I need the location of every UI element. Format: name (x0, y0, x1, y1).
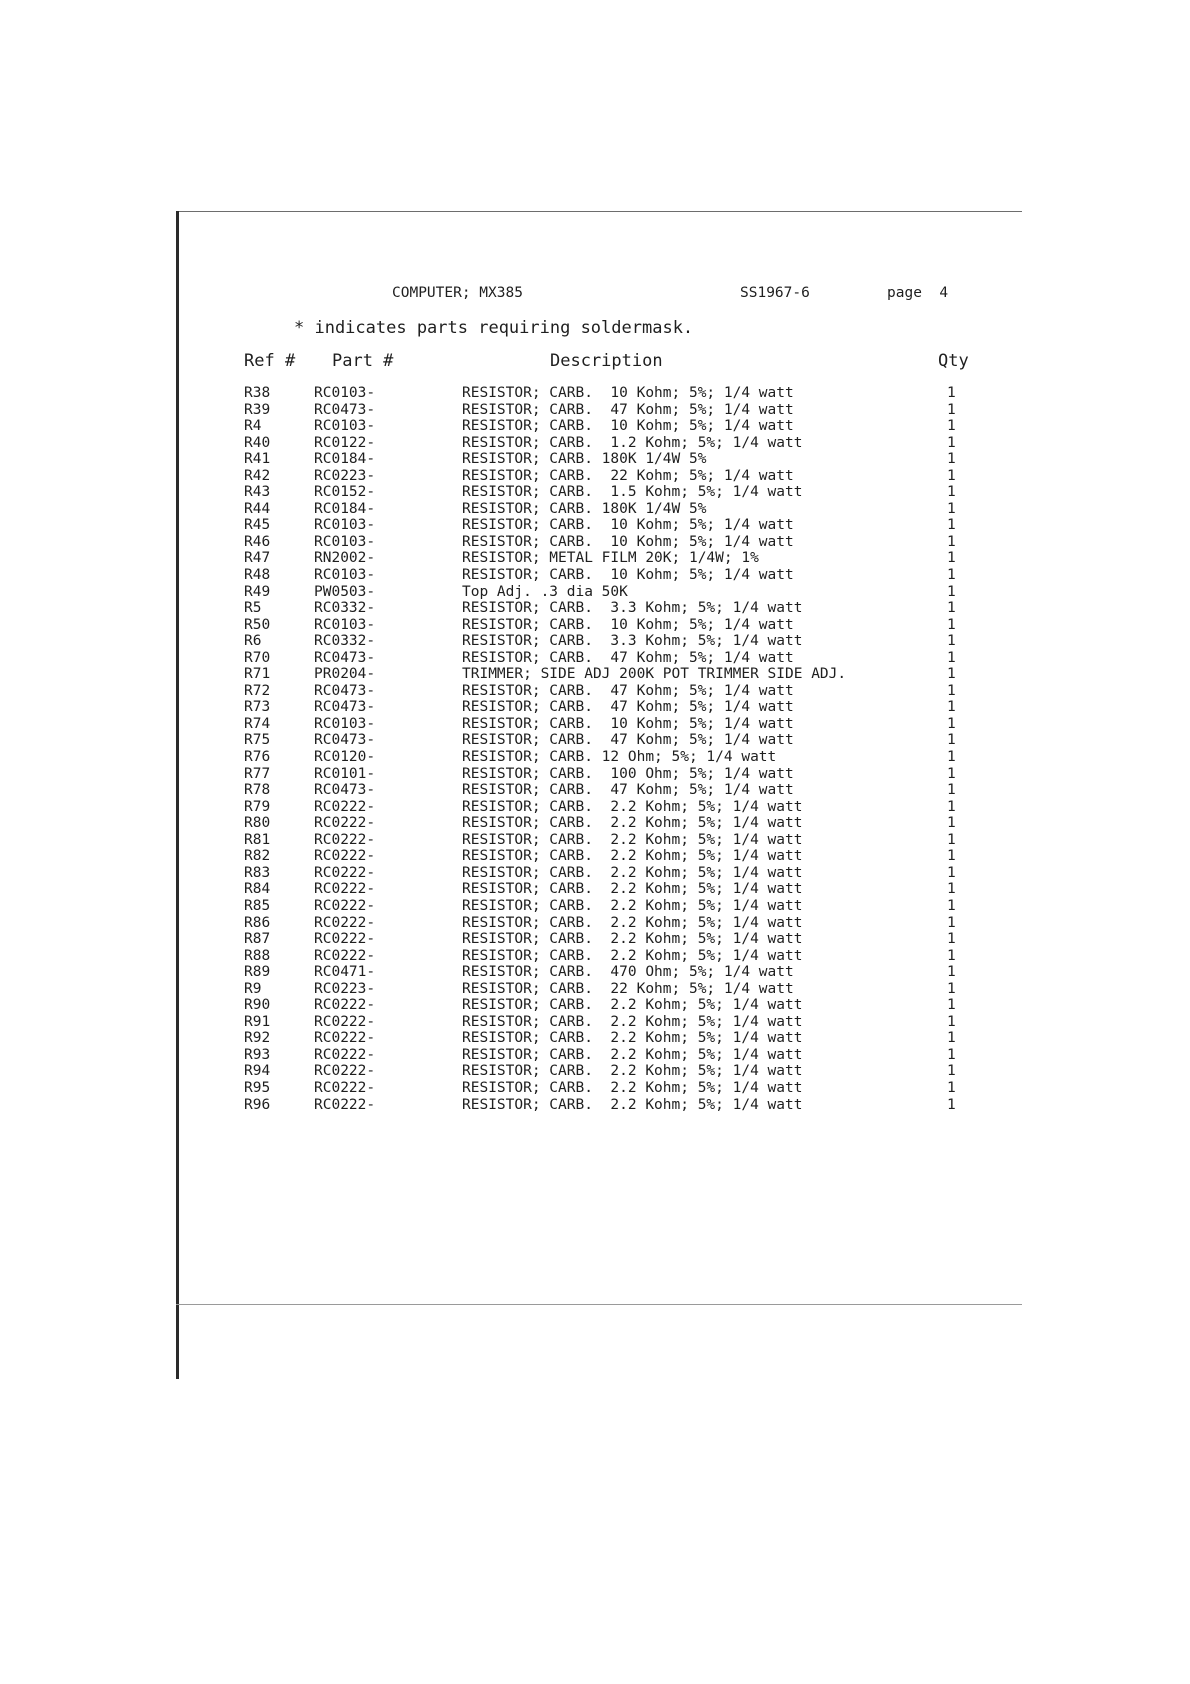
table-row (0, 732, 1190, 749)
cell-description: RESISTOR; CARB. 2.2 Kohm; 5%; 1/4 watt (462, 997, 803, 1014)
table-row (0, 650, 1190, 667)
cell-qty: 1 (947, 914, 956, 931)
column-header-part: Part # (332, 351, 394, 371)
cell-description: RESISTOR; CARB. 2.2 Kohm; 5%; 1/4 watt (462, 931, 803, 948)
table-row (0, 584, 1190, 601)
cell-description: RESISTOR; CARB. 2.2 Kohm; 5%; 1/4 watt (462, 1079, 803, 1096)
cell-description: RESISTOR; CARB. 100 Ohm; 5%; 1/4 watt (462, 765, 794, 782)
cell-ref: R4 (244, 418, 262, 435)
cell-ref: R86 (244, 914, 271, 931)
cell-part: RC0471- (314, 964, 376, 981)
table-row (0, 766, 1190, 783)
table-row (0, 997, 1190, 1014)
cell-part: RC0223- (314, 980, 376, 997)
cell-part: RC0222- (314, 864, 376, 881)
cell-qty: 1 (947, 583, 956, 600)
cell-qty: 1 (947, 682, 956, 699)
cell-description: RESISTOR; CARB. 2.2 Kohm; 5%; 1/4 watt (462, 864, 803, 881)
cell-description: RESISTOR; CARB. 47 Kohm; 5%; 1/4 watt (462, 782, 794, 799)
cell-part: RC0222- (314, 1079, 376, 1096)
cell-ref: R38 (244, 385, 271, 401)
cell-description: RESISTOR; CARB. 2.2 Kohm; 5%; 1/4 watt (462, 881, 803, 898)
cell-ref: R89 (244, 964, 271, 981)
cell-description: RESISTOR; CARB. 47 Kohm; 5%; 1/4 watt (462, 649, 794, 666)
cell-qty: 1 (947, 633, 956, 650)
table-row (0, 501, 1190, 518)
cell-description: RESISTOR; CARB. 2.2 Kohm; 5%; 1/4 watt (462, 947, 803, 964)
cell-ref: R85 (244, 897, 271, 914)
cell-qty: 1 (947, 699, 956, 716)
cell-ref: R50 (244, 616, 271, 633)
cell-qty: 1 (947, 467, 956, 484)
cell-part: RC0222- (314, 798, 376, 815)
cell-qty: 1 (947, 881, 956, 898)
table-row (0, 1030, 1190, 1047)
cell-qty: 1 (947, 385, 956, 401)
cell-part: RC0103- (314, 616, 376, 633)
table-row (0, 1063, 1190, 1080)
cell-ref: R91 (244, 1013, 271, 1030)
soldermask-note: * indicates parts requiring soldermask. (294, 318, 694, 338)
table-row (0, 716, 1190, 733)
cell-description: RESISTOR; CARB. 10 Kohm; 5%; 1/4 watt (462, 418, 794, 435)
cell-qty: 1 (947, 1013, 956, 1030)
cell-part: PR0204- (314, 666, 376, 683)
cell-description: RESISTOR; CARB. 180K 1/4W 5% (462, 451, 707, 468)
table-row (0, 402, 1190, 419)
cell-qty: 1 (947, 782, 956, 799)
cell-ref: R80 (244, 815, 271, 832)
table-row (0, 898, 1190, 915)
cell-part: RC0222- (314, 1063, 376, 1080)
cell-description: RESISTOR; CARB. 180K 1/4W 5% (462, 500, 707, 517)
cell-description: RESISTOR; CARB. 10 Kohm; 5%; 1/4 watt (462, 533, 794, 550)
cell-description: RESISTOR; CARB. 2.2 Kohm; 5%; 1/4 watt (462, 848, 803, 865)
cell-ref: R72 (244, 682, 271, 699)
cell-description: RESISTOR; CARB. 47 Kohm; 5%; 1/4 watt (462, 732, 794, 749)
table-row (0, 567, 1190, 584)
cell-part: RC0222- (314, 881, 376, 898)
cell-description: RESISTOR; METAL FILM 20K; 1/4W; 1% (462, 550, 759, 567)
table-row (0, 468, 1190, 485)
parts-table (0, 385, 1190, 1113)
cell-qty: 1 (947, 1079, 956, 1096)
cell-ref: R88 (244, 947, 271, 964)
cell-ref: R5 (244, 600, 262, 617)
cell-qty: 1 (947, 831, 956, 848)
cell-qty: 1 (947, 997, 956, 1014)
cell-ref: R82 (244, 848, 271, 865)
table-row (0, 517, 1190, 534)
cell-part: RC0223- (314, 467, 376, 484)
cell-part: RC0222- (314, 815, 376, 832)
cell-qty: 1 (947, 1030, 956, 1047)
cell-qty: 1 (947, 484, 956, 501)
cell-qty: 1 (947, 1046, 956, 1063)
cell-part: RC0103- (314, 517, 376, 534)
cell-qty: 1 (947, 567, 956, 584)
cell-part: RC0473- (314, 682, 376, 699)
cell-ref: R49 (244, 583, 271, 600)
cell-part: RC0120- (314, 749, 376, 766)
table-row (0, 534, 1190, 551)
cell-qty: 1 (947, 600, 956, 617)
table-row (0, 865, 1190, 882)
cell-ref: R87 (244, 931, 271, 948)
cell-ref: R90 (244, 997, 271, 1014)
table-row (0, 964, 1190, 981)
table-row (0, 683, 1190, 700)
table-row (0, 815, 1190, 832)
table-row (0, 931, 1190, 948)
cell-ref: R47 (244, 550, 271, 567)
cell-qty: 1 (947, 848, 956, 865)
cell-ref: R84 (244, 881, 271, 898)
cell-ref: R42 (244, 467, 271, 484)
cell-qty: 1 (947, 980, 956, 997)
cell-ref: R70 (244, 649, 271, 666)
table-row (0, 1014, 1190, 1031)
cell-qty: 1 (947, 715, 956, 732)
table-row (0, 633, 1190, 650)
table-row (0, 699, 1190, 716)
cell-ref: R79 (244, 798, 271, 815)
cell-description: RESISTOR; CARB. 22 Kohm; 5%; 1/4 watt (462, 980, 794, 997)
cell-ref: R41 (244, 451, 271, 468)
cell-part: RC0222- (314, 914, 376, 931)
table-row (0, 666, 1190, 683)
table-row (0, 848, 1190, 865)
page-frame-bottom-line (176, 1304, 1022, 1305)
cell-part: RC0222- (314, 1013, 376, 1030)
cell-ref: R39 (244, 401, 271, 418)
cell-qty: 1 (947, 517, 956, 534)
table-row (0, 484, 1190, 501)
table-row (0, 749, 1190, 766)
cell-description: RESISTOR; CARB. 1.5 Kohm; 5%; 1/4 watt (462, 484, 803, 501)
cell-description: RESISTOR; CARB. 22 Kohm; 5%; 1/4 watt (462, 467, 794, 484)
table-row (0, 451, 1190, 468)
cell-ref: R96 (244, 1096, 271, 1113)
cell-qty: 1 (947, 616, 956, 633)
cell-part: RC0473- (314, 782, 376, 799)
cell-part: RC0332- (314, 600, 376, 617)
table-row (0, 1097, 1190, 1114)
cell-qty: 1 (947, 1096, 956, 1113)
cell-qty: 1 (947, 798, 956, 815)
cell-part: RC0222- (314, 931, 376, 948)
cell-part: RC0103- (314, 567, 376, 584)
cell-description: RESISTOR; CARB. 10 Kohm; 5%; 1/4 watt (462, 567, 794, 584)
cell-part: RC0473- (314, 699, 376, 716)
column-header-description: Description (550, 351, 663, 371)
page-frame-top-line (176, 211, 1022, 212)
cell-ref: R48 (244, 567, 271, 584)
cell-qty: 1 (947, 533, 956, 550)
cell-qty: 1 (947, 947, 956, 964)
cell-description: RESISTOR; CARB. 10 Kohm; 5%; 1/4 watt (462, 715, 794, 732)
cell-qty: 1 (947, 732, 956, 749)
cell-part: RC0152- (314, 484, 376, 501)
cell-description: RESISTOR; CARB. 470 Ohm; 5%; 1/4 watt (462, 964, 794, 981)
table-row (0, 881, 1190, 898)
cell-part: RC0222- (314, 947, 376, 964)
cell-description: RESISTOR; CARB. 2.2 Kohm; 5%; 1/4 watt (462, 1063, 803, 1080)
cell-part: RC0122- (314, 434, 376, 451)
cell-qty: 1 (947, 815, 956, 832)
cell-description: RESISTOR; CARB. 2.2 Kohm; 5%; 1/4 watt (462, 831, 803, 848)
cell-ref: R73 (244, 699, 271, 716)
cell-description: RESISTOR; CARB. 2.2 Kohm; 5%; 1/4 watt (462, 914, 803, 931)
cell-description: RESISTOR; CARB. 47 Kohm; 5%; 1/4 watt (462, 699, 794, 716)
cell-description: RESISTOR; CARB. 3.3 Kohm; 5%; 1/4 watt (462, 600, 803, 617)
cell-qty: 1 (947, 864, 956, 881)
cell-part: RC0473- (314, 649, 376, 666)
cell-qty: 1 (947, 1063, 956, 1080)
table-row (0, 435, 1190, 452)
table-row (0, 948, 1190, 965)
table-row (0, 799, 1190, 816)
cell-part: RC0222- (314, 1046, 376, 1063)
cell-ref: R83 (244, 864, 271, 881)
cell-qty: 1 (947, 749, 956, 766)
cell-ref: R43 (244, 484, 271, 501)
column-header-qty: Qty (938, 351, 969, 371)
document-title: COMPUTER; MX385 (392, 285, 523, 301)
cell-ref: R76 (244, 749, 271, 766)
cell-part: RC0222- (314, 831, 376, 848)
cell-part: RC0222- (314, 848, 376, 865)
cell-description: RESISTOR; CARB. 2.2 Kohm; 5%; 1/4 watt (462, 798, 803, 815)
cell-description: RESISTOR; CARB. 47 Kohm; 5%; 1/4 watt (462, 682, 794, 699)
cell-ref: R92 (244, 1030, 271, 1047)
cell-qty: 1 (947, 451, 956, 468)
cell-part: RC0184- (314, 500, 376, 517)
cell-part: RC0332- (314, 633, 376, 650)
cell-qty: 1 (947, 418, 956, 435)
cell-qty: 1 (947, 666, 956, 683)
cell-part: RC0473- (314, 732, 376, 749)
cell-ref: R95 (244, 1079, 271, 1096)
cell-ref: R45 (244, 517, 271, 534)
cell-description: RESISTOR; CARB. 3.3 Kohm; 5%; 1/4 watt (462, 633, 803, 650)
cell-description: RESISTOR; CARB. 2.2 Kohm; 5%; 1/4 watt (462, 1030, 803, 1047)
cell-qty: 1 (947, 434, 956, 451)
cell-ref: R81 (244, 831, 271, 848)
cell-qty: 1 (947, 765, 956, 782)
cell-description: RESISTOR; CARB. 47 Kohm; 5%; 1/4 watt (462, 401, 794, 418)
cell-description: RESISTOR; CARB. 10 Kohm; 5%; 1/4 watt (462, 616, 794, 633)
cell-qty: 1 (947, 649, 956, 666)
cell-ref: R44 (244, 500, 271, 517)
cell-ref: R9 (244, 980, 262, 997)
cell-description: RESISTOR; CARB. 12 Ohm; 5%; 1/4 watt (462, 749, 777, 766)
table-row (0, 1080, 1190, 1097)
cell-qty: 1 (947, 931, 956, 948)
cell-description: RESISTOR; CARB. 2.2 Kohm; 5%; 1/4 watt (462, 1096, 803, 1113)
cell-part: RC0222- (314, 997, 376, 1014)
table-row (0, 915, 1190, 932)
cell-ref: R71 (244, 666, 271, 683)
cell-qty: 1 (947, 500, 956, 517)
cell-description: RESISTOR; CARB. 10 Kohm; 5%; 1/4 watt (462, 385, 794, 401)
cell-part: RC0103- (314, 385, 376, 401)
cell-qty: 1 (947, 550, 956, 567)
cell-part: RC0103- (314, 715, 376, 732)
column-header-ref: Ref # (244, 351, 296, 371)
cell-description: RESISTOR; CARB. 10 Kohm; 5%; 1/4 watt (462, 517, 794, 534)
cell-description: RESISTOR; CARB. 2.2 Kohm; 5%; 1/4 watt (462, 897, 803, 914)
cell-description: RESISTOR; CARB. 2.2 Kohm; 5%; 1/4 watt (462, 815, 803, 832)
cell-ref: R46 (244, 533, 271, 550)
table-row (0, 1047, 1190, 1064)
cell-qty: 1 (947, 401, 956, 418)
table-row (0, 832, 1190, 849)
cell-description: RESISTOR; CARB. 1.2 Kohm; 5%; 1/4 watt (462, 434, 803, 451)
cell-ref: R6 (244, 633, 262, 650)
table-row (0, 550, 1190, 567)
cell-description: Top Adj. .3 dia 50K (462, 583, 628, 600)
cell-part: RC0473- (314, 401, 376, 418)
cell-ref: R74 (244, 715, 271, 732)
cell-qty: 1 (947, 964, 956, 981)
cell-ref: R75 (244, 732, 271, 749)
cell-part: PW0503- (314, 583, 376, 600)
table-row (0, 418, 1190, 435)
cell-part: RC0222- (314, 897, 376, 914)
cell-part: RC0222- (314, 1030, 376, 1047)
cell-qty: 1 (947, 897, 956, 914)
table-row (0, 617, 1190, 634)
cell-ref: R94 (244, 1063, 271, 1080)
cell-description: RESISTOR; CARB. 2.2 Kohm; 5%; 1/4 watt (462, 1046, 803, 1063)
cell-part: RC0103- (314, 418, 376, 435)
table-row (0, 600, 1190, 617)
cell-part: RC0101- (314, 765, 376, 782)
cell-part: RC0103- (314, 533, 376, 550)
cell-part: RC0184- (314, 451, 376, 468)
document-code: SS1967-6 (740, 285, 810, 301)
table-row (0, 385, 1190, 402)
page-number: page 4 (887, 285, 949, 301)
cell-description: RESISTOR; CARB. 2.2 Kohm; 5%; 1/4 watt (462, 1013, 803, 1030)
cell-part: RN2002- (314, 550, 376, 567)
cell-description: TRIMMER; SIDE ADJ 200K POT TRIMMER SIDE ADJ. (462, 666, 847, 683)
cell-ref: R93 (244, 1046, 271, 1063)
table-row (0, 981, 1190, 998)
cell-ref: R40 (244, 434, 271, 451)
cell-ref: R78 (244, 782, 271, 799)
cell-part: RC0222- (314, 1096, 376, 1113)
cell-ref: R77 (244, 765, 271, 782)
table-row (0, 782, 1190, 799)
